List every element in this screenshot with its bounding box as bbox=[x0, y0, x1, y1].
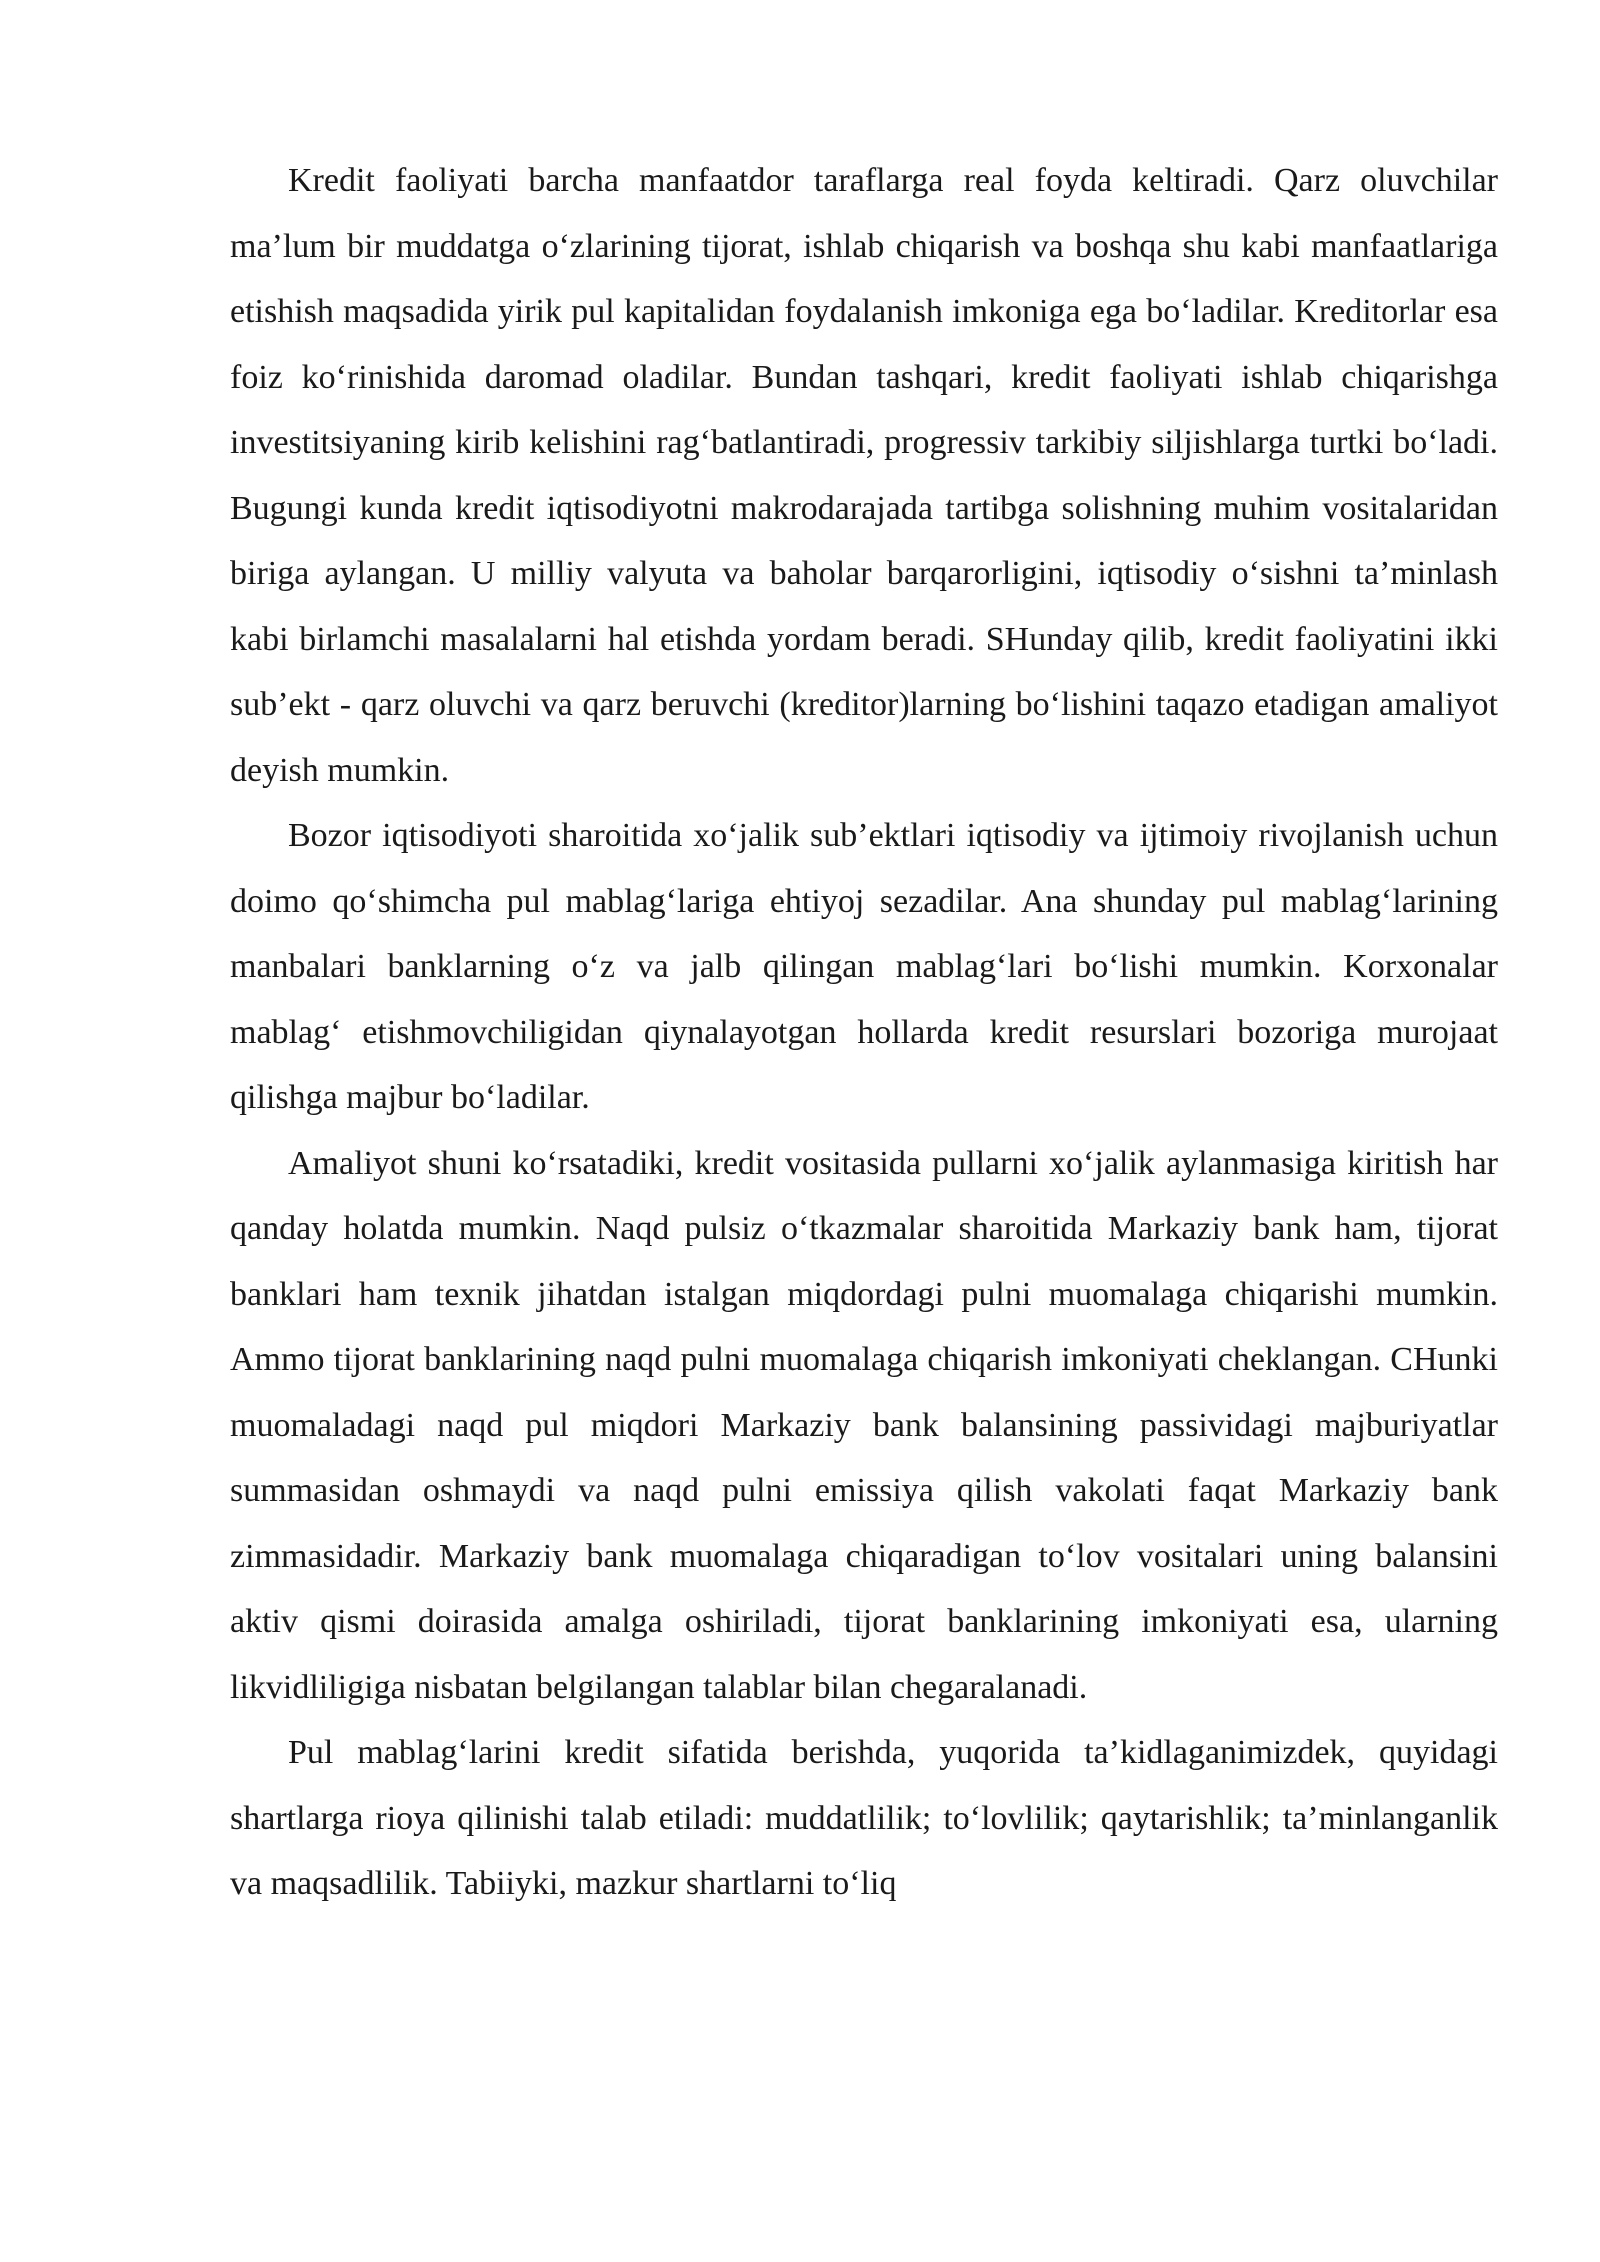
paragraph-credit-activity: Kredit faoliyati barcha manfaatdor taraflarga real foyda keltiradi. Qarz oluvchilar ma’lum bir muddatga o‘zlarining tijorat, ishlab chiqarish va boshqa shu kabi manfaatlariga etishish maqsadida yirik pul kapitalidan foydalanish imkoniga ega bo‘ladilar. Kreditorlar esa foiz ko‘rinishida daromad oladilar. Bundan tashqari, kredit faoliyati ishlab chiqarishga investitsiyaning kirib kelishini rag‘batlantiradi, progressiv tarkibiy siljishlarga turtki bo‘ladi. Bugungi kunda kredit iqtisodiyotni makrodarajada tartibga solishning muhim vositalaridan biriga aylangan. U milliy valyuta va baholar barqarorligini, iqtisodiy o‘sishni ta’minlash kabi birlamchi masalalarni hal etishda yordam beradi. SHunday qilib, kredit faoliyatini ikki sub’ekt - qarz oluvchi va qarz beruvchi (kreditor)larning bo‘lishini taqazo etadigan amaliyot deyish mumkin. bbox=[230, 162, 1498, 789]
document-page bbox=[230, 148, 1498, 1917]
paragraph-practice: Amaliyot shuni ko‘rsatadiki, kredit vositasida pullarni xo‘jalik aylanmasiga kiritish har qanday holatda mumkin. Naqd pulsiz o‘tkazmalar sharoitida Markaziy bank ham, tijorat banklari ham texnik jihatdan istalgan miqdordagi pulni muomalaga chiqarishi mumkin. Ammo tijorat banklarining naqd pulni muomalaga chiqarish imkoniyati cheklangan. CHunki muomaladagi naqd pul miqdori Markaziy bank balansining passividagi majburiyatlar summasidan oshmaydi va naqd pulni emissiya qilish vakolati faqat Markaziy bank zimmasidadir. Markaziy bank muomalaga chiqaradigan to‘lov vositalari uning balansini aktiv qismi doirasida amalga oshiriladi, tijorat banklarining imkoniyati esa, ularning likvidliligiga nisbatan belgilangan talablar bilan chegaralanadi. bbox=[230, 1144, 1498, 1706]
paragraph-credit-conditions: Pul mablag‘larini kredit sifatida berishda, yuqorida ta’kidlaganimizdek, quyidagi shartlarga rioya qilinishi talab etiladi: muddatlilik; to‘lovlilik; qaytarishlik; ta’minlanganlik va maqsadlilik. Tabiiyki, mazkur shartlarni to‘liq bbox=[230, 1734, 1498, 1902]
paragraph-market-economy: Bozor iqtisodiyoti sharoitida xo‘jalik sub’ektlari iqtisodiy va ijtimoiy rivojlanish uchun doimo qo‘shimcha pul mablag‘lariga ehtiyoj sezadilar. Ana shunday pul mablag‘larining manbalari banklarning o‘z va jalb qilingan mablag‘lari bo‘lishi mumkin. Korxonalar mablag‘ etishmovchiligidan qiynalayotgan hollarda kredit resurslari bozoriga murojaat qilishga majbur bo‘ladilar. bbox=[230, 817, 1498, 1116]
